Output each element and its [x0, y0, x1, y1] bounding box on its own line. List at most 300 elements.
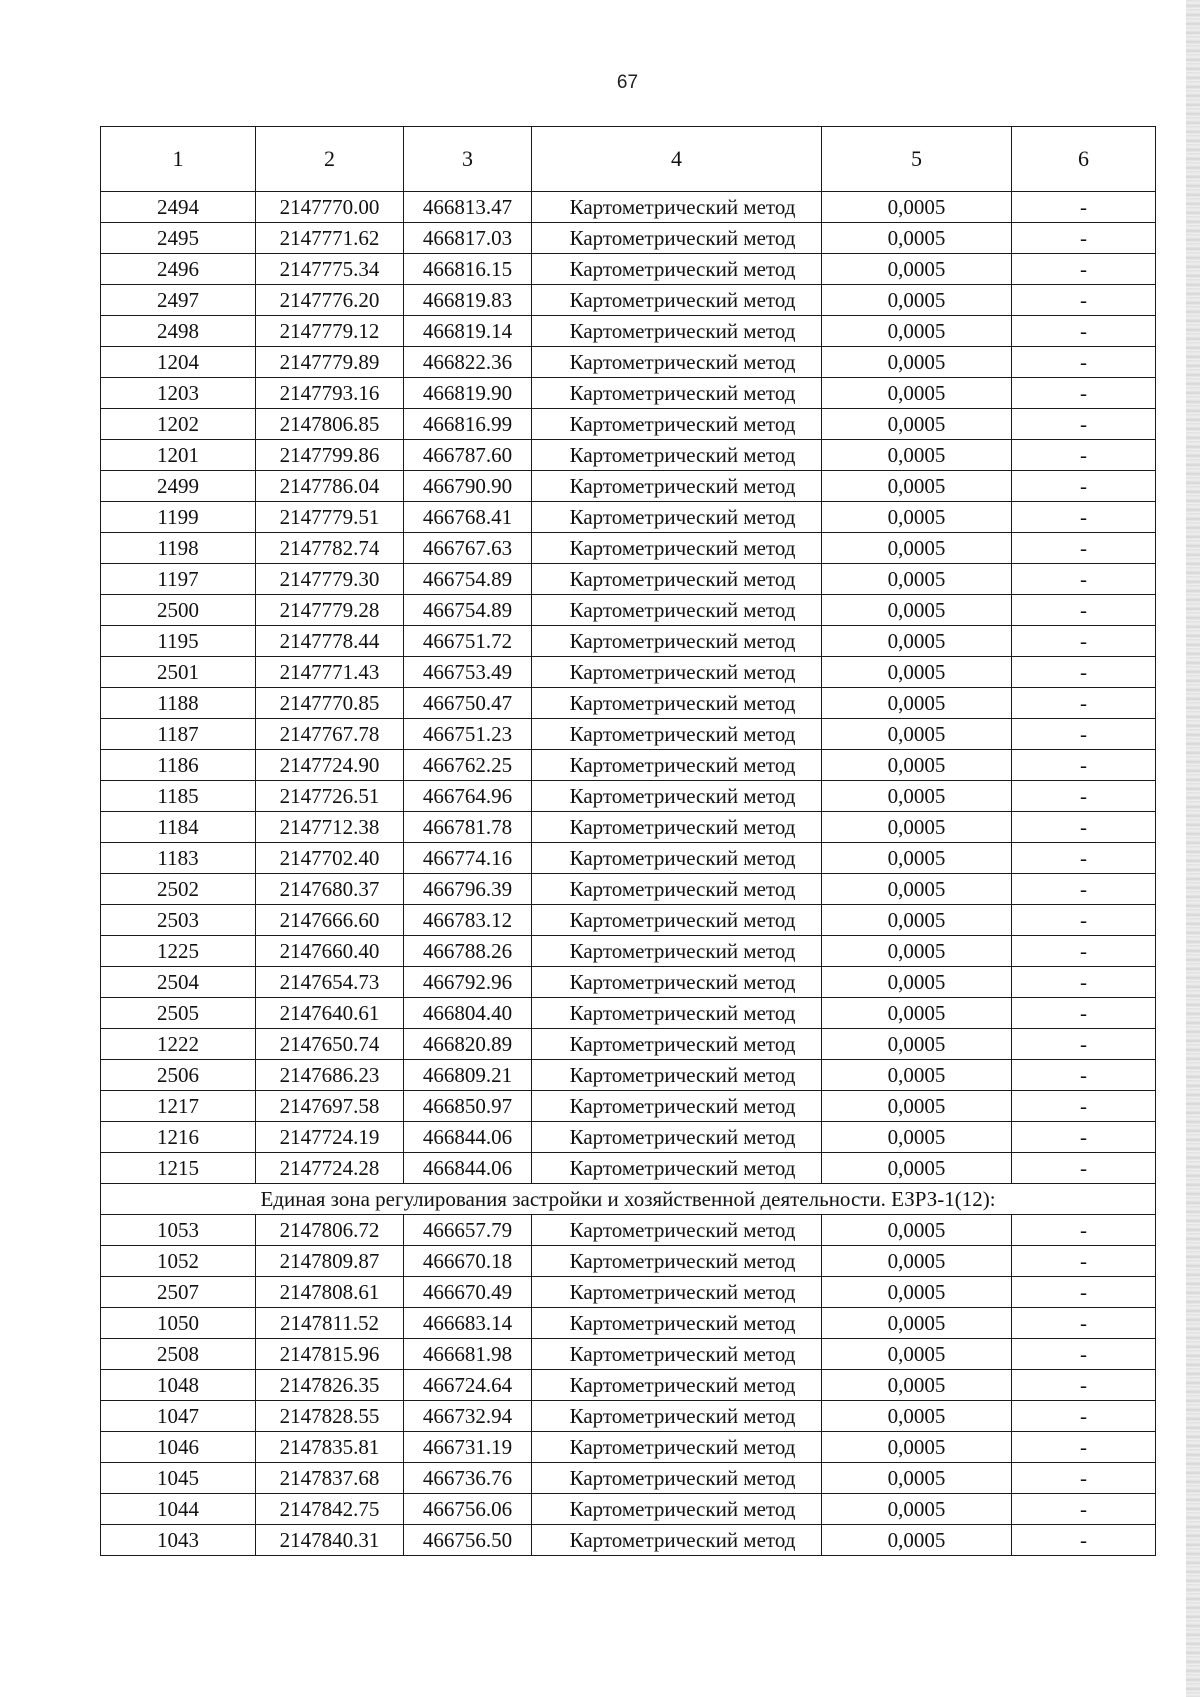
accuracy-cell: 0,0005: [822, 1463, 1012, 1494]
method-cell: Картометрический метод: [532, 1091, 822, 1122]
method-cell: Картометрический метод: [532, 905, 822, 936]
point-number-cell: 1225: [101, 936, 256, 967]
table-row: [101, 440, 1156, 471]
point-number-cell: 1053: [101, 1215, 256, 1246]
x-coordinate-cell: 2147770.00: [256, 192, 404, 223]
accuracy-cell: 0,0005: [822, 1401, 1012, 1432]
accuracy-cell: 0,0005: [822, 1029, 1012, 1060]
table-row: [101, 781, 1156, 812]
table-row: [101, 719, 1156, 750]
table-row: [101, 378, 1156, 409]
note-cell: -: [1012, 843, 1156, 874]
method-cell: Картометрический метод: [532, 781, 822, 812]
x-coordinate-cell: 2147650.74: [256, 1029, 404, 1060]
method-cell: Картометрический метод: [532, 1122, 822, 1153]
accuracy-cell: 0,0005: [822, 1122, 1012, 1153]
accuracy-cell: 0,0005: [822, 1060, 1012, 1091]
x-coordinate-cell: 2147837.68: [256, 1463, 404, 1494]
note-cell: -: [1012, 781, 1156, 812]
x-coordinate-cell: 2147806.72: [256, 1215, 404, 1246]
method-cell: Картометрический метод: [532, 1277, 822, 1308]
point-number-cell: 2495: [101, 223, 256, 254]
header-col-5: 5: [822, 127, 1012, 192]
table-row: [101, 843, 1156, 874]
y-coordinate-cell: 466850.97: [404, 1091, 532, 1122]
header-col-1: 1: [101, 127, 256, 192]
table-row: [101, 409, 1156, 440]
accuracy-cell: 0,0005: [822, 781, 1012, 812]
note-cell: -: [1012, 1339, 1156, 1370]
method-cell: Картометрический метод: [532, 1463, 822, 1494]
point-number-cell: 1050: [101, 1308, 256, 1339]
x-coordinate-cell: 2147811.52: [256, 1308, 404, 1339]
accuracy-cell: 0,0005: [822, 843, 1012, 874]
note-cell: -: [1012, 1401, 1156, 1432]
point-number-cell: 1046: [101, 1432, 256, 1463]
accuracy-cell: 0,0005: [822, 316, 1012, 347]
table-row: [101, 1153, 1156, 1184]
x-coordinate-cell: 2147712.38: [256, 812, 404, 843]
method-cell: Картометрический метод: [532, 1060, 822, 1091]
table-row: [101, 936, 1156, 967]
note-cell: -: [1012, 440, 1156, 471]
table-row: [101, 1463, 1156, 1494]
x-coordinate-cell: 2147686.23: [256, 1060, 404, 1091]
note-cell: -: [1012, 626, 1156, 657]
accuracy-cell: 0,0005: [822, 1308, 1012, 1339]
x-coordinate-cell: 2147779.51: [256, 502, 404, 533]
y-coordinate-cell: 466790.90: [404, 471, 532, 502]
accuracy-cell: 0,0005: [822, 533, 1012, 564]
x-coordinate-cell: 2147724.90: [256, 750, 404, 781]
table-row: [101, 905, 1156, 936]
table-row: [101, 967, 1156, 998]
table-row: [101, 688, 1156, 719]
x-coordinate-cell: 2147808.61: [256, 1277, 404, 1308]
point-number-cell: 1203: [101, 378, 256, 409]
x-coordinate-cell: 2147782.74: [256, 533, 404, 564]
note-cell: -: [1012, 378, 1156, 409]
note-cell: -: [1012, 254, 1156, 285]
x-coordinate-cell: 2147771.43: [256, 657, 404, 688]
note-cell: -: [1012, 936, 1156, 967]
point-number-cell: 2497: [101, 285, 256, 316]
note-cell: -: [1012, 812, 1156, 843]
y-coordinate-cell: 466681.98: [404, 1339, 532, 1370]
y-coordinate-cell: 466788.26: [404, 936, 532, 967]
x-coordinate-cell: 2147697.58: [256, 1091, 404, 1122]
section-title: Единая зона регулирования застройки и хозяйственной деятельности. ЕЗРЗ-1(12):: [101, 1184, 1156, 1215]
method-cell: Картометрический метод: [532, 316, 822, 347]
x-coordinate-cell: 2147806.85: [256, 409, 404, 440]
method-cell: Картометрический метод: [532, 1401, 822, 1432]
x-coordinate-cell: 2147779.12: [256, 316, 404, 347]
y-coordinate-cell: 466670.18: [404, 1246, 532, 1277]
point-number-cell: 1202: [101, 409, 256, 440]
scan-edge: [1186, 0, 1200, 1697]
page-number: 67: [616, 72, 639, 93]
accuracy-cell: 0,0005: [822, 750, 1012, 781]
accuracy-cell: 0,0005: [822, 471, 1012, 502]
method-cell: Картометрический метод: [532, 1525, 822, 1556]
accuracy-cell: 0,0005: [822, 1091, 1012, 1122]
y-coordinate-cell: 466754.89: [404, 595, 532, 626]
method-cell: Картометрический метод: [532, 1370, 822, 1401]
table-row: [101, 1370, 1156, 1401]
accuracy-cell: 0,0005: [822, 657, 1012, 688]
point-number-cell: 2504: [101, 967, 256, 998]
point-number-cell: 1217: [101, 1091, 256, 1122]
table-row: [101, 254, 1156, 285]
table-row: [101, 564, 1156, 595]
method-cell: Картометрический метод: [532, 936, 822, 967]
y-coordinate-cell: 466657.79: [404, 1215, 532, 1246]
method-cell: Картометрический метод: [532, 254, 822, 285]
note-cell: -: [1012, 564, 1156, 595]
accuracy-cell: 0,0005: [822, 1525, 1012, 1556]
method-cell: Картометрический метод: [532, 688, 822, 719]
note-cell: -: [1012, 316, 1156, 347]
section-row: [101, 1184, 1156, 1215]
point-number-cell: 1044: [101, 1494, 256, 1525]
y-coordinate-cell: 466792.96: [404, 967, 532, 998]
table-row: [101, 998, 1156, 1029]
method-cell: Картометрический метод: [532, 1308, 822, 1339]
y-coordinate-cell: 466816.15: [404, 254, 532, 285]
y-coordinate-cell: 466751.72: [404, 626, 532, 657]
y-coordinate-cell: 466683.14: [404, 1308, 532, 1339]
y-coordinate-cell: 466804.40: [404, 998, 532, 1029]
note-cell: -: [1012, 967, 1156, 998]
method-cell: Картометрический метод: [532, 750, 822, 781]
note-cell: -: [1012, 192, 1156, 223]
x-coordinate-cell: 2147840.31: [256, 1525, 404, 1556]
table-row: [101, 1277, 1156, 1308]
point-number-cell: 1195: [101, 626, 256, 657]
note-cell: -: [1012, 1494, 1156, 1525]
table-row: [101, 1246, 1156, 1277]
accuracy-cell: 0,0005: [822, 1153, 1012, 1184]
method-cell: Картометрический метод: [532, 347, 822, 378]
method-cell: Картометрический метод: [532, 595, 822, 626]
x-coordinate-cell: 2147702.40: [256, 843, 404, 874]
header-col-3: 3: [404, 127, 532, 192]
x-coordinate-cell: 2147770.85: [256, 688, 404, 719]
x-coordinate-cell: 2147654.73: [256, 967, 404, 998]
method-cell: Картометрический метод: [532, 285, 822, 316]
accuracy-cell: 0,0005: [822, 998, 1012, 1029]
method-cell: Картометрический метод: [532, 192, 822, 223]
method-cell: Картометрический метод: [532, 564, 822, 595]
note-cell: -: [1012, 1091, 1156, 1122]
note-cell: -: [1012, 1463, 1156, 1494]
y-coordinate-cell: 466844.06: [404, 1122, 532, 1153]
y-coordinate-cell: 466732.94: [404, 1401, 532, 1432]
x-coordinate-cell: 2147779.89: [256, 347, 404, 378]
point-number-cell: 2503: [101, 905, 256, 936]
accuracy-cell: 0,0005: [822, 936, 1012, 967]
method-cell: Картометрический метод: [532, 843, 822, 874]
table-row: [101, 1060, 1156, 1091]
y-coordinate-cell: 466724.64: [404, 1370, 532, 1401]
method-cell: Картометрический метод: [532, 1029, 822, 1060]
y-coordinate-cell: 466819.83: [404, 285, 532, 316]
point-number-cell: 2508: [101, 1339, 256, 1370]
note-cell: -: [1012, 1525, 1156, 1556]
y-coordinate-cell: 466756.50: [404, 1525, 532, 1556]
header-col-4: 4: [532, 127, 822, 192]
point-number-cell: 1186: [101, 750, 256, 781]
note-cell: -: [1012, 1029, 1156, 1060]
note-cell: -: [1012, 1432, 1156, 1463]
x-coordinate-cell: 2147660.40: [256, 936, 404, 967]
x-coordinate-cell: 2147793.16: [256, 378, 404, 409]
table-row: [101, 1432, 1156, 1463]
table-row: [101, 1494, 1156, 1525]
accuracy-cell: 0,0005: [822, 1370, 1012, 1401]
method-cell: Картометрический метод: [532, 502, 822, 533]
note-cell: -: [1012, 1153, 1156, 1184]
method-cell: Картометрический метод: [532, 1494, 822, 1525]
method-cell: Картометрический метод: [532, 471, 822, 502]
point-number-cell: 2507: [101, 1277, 256, 1308]
accuracy-cell: 0,0005: [822, 347, 1012, 378]
point-number-cell: 2494: [101, 192, 256, 223]
x-coordinate-cell: 2147842.75: [256, 1494, 404, 1525]
accuracy-cell: 0,0005: [822, 285, 1012, 316]
point-number-cell: 1187: [101, 719, 256, 750]
note-cell: -: [1012, 502, 1156, 533]
x-coordinate-cell: 2147779.30: [256, 564, 404, 595]
accuracy-cell: 0,0005: [822, 502, 1012, 533]
note-cell: -: [1012, 1246, 1156, 1277]
accuracy-cell: 0,0005: [822, 812, 1012, 843]
table-row: [101, 223, 1156, 254]
x-coordinate-cell: 2147799.86: [256, 440, 404, 471]
accuracy-cell: 0,0005: [822, 192, 1012, 223]
x-coordinate-cell: 2147826.35: [256, 1370, 404, 1401]
table-row: [101, 347, 1156, 378]
note-cell: -: [1012, 998, 1156, 1029]
table-row: [101, 502, 1156, 533]
y-coordinate-cell: 466762.25: [404, 750, 532, 781]
note-cell: -: [1012, 1277, 1156, 1308]
header-col-2: 2: [256, 127, 404, 192]
note-cell: -: [1012, 688, 1156, 719]
note-cell: -: [1012, 657, 1156, 688]
table-row: [101, 1091, 1156, 1122]
point-number-cell: 1048: [101, 1370, 256, 1401]
point-number-cell: 2501: [101, 657, 256, 688]
y-coordinate-cell: 466813.47: [404, 192, 532, 223]
point-number-cell: 1201: [101, 440, 256, 471]
accuracy-cell: 0,0005: [822, 626, 1012, 657]
x-coordinate-cell: 2147775.34: [256, 254, 404, 285]
y-coordinate-cell: 466756.06: [404, 1494, 532, 1525]
x-coordinate-cell: 2147767.78: [256, 719, 404, 750]
y-coordinate-cell: 466844.06: [404, 1153, 532, 1184]
method-cell: Картометрический метод: [532, 719, 822, 750]
y-coordinate-cell: 466817.03: [404, 223, 532, 254]
y-coordinate-cell: 466819.14: [404, 316, 532, 347]
accuracy-cell: 0,0005: [822, 1432, 1012, 1463]
accuracy-cell: 0,0005: [822, 688, 1012, 719]
method-cell: Картометрический метод: [532, 440, 822, 471]
table-row: [101, 812, 1156, 843]
y-coordinate-cell: 466753.49: [404, 657, 532, 688]
method-cell: Картометрический метод: [532, 657, 822, 688]
table-row: [101, 471, 1156, 502]
point-number-cell: 2500: [101, 595, 256, 626]
method-cell: Картометрический метод: [532, 967, 822, 998]
method-cell: Картометрический метод: [532, 998, 822, 1029]
method-cell: Картометрический метод: [532, 1215, 822, 1246]
table-row: [101, 285, 1156, 316]
accuracy-cell: 0,0005: [822, 440, 1012, 471]
note-cell: -: [1012, 471, 1156, 502]
point-number-cell: 1216: [101, 1122, 256, 1153]
section-heading-body: [101, 1184, 1156, 1215]
accuracy-cell: 0,0005: [822, 378, 1012, 409]
y-coordinate-cell: 466751.23: [404, 719, 532, 750]
note-cell: -: [1012, 1370, 1156, 1401]
y-coordinate-cell: 466754.89: [404, 564, 532, 595]
accuracy-cell: 0,0005: [822, 719, 1012, 750]
y-coordinate-cell: 466767.63: [404, 533, 532, 564]
x-coordinate-cell: 2147778.44: [256, 626, 404, 657]
point-number-cell: 1183: [101, 843, 256, 874]
note-cell: -: [1012, 533, 1156, 564]
accuracy-cell: 0,0005: [822, 905, 1012, 936]
method-cell: Картометрический метод: [532, 1339, 822, 1370]
table-row: [101, 750, 1156, 781]
x-coordinate-cell: 2147835.81: [256, 1432, 404, 1463]
accuracy-cell: 0,0005: [822, 1339, 1012, 1370]
x-coordinate-cell: 2147726.51: [256, 781, 404, 812]
point-number-cell: 1222: [101, 1029, 256, 1060]
note-cell: -: [1012, 285, 1156, 316]
note-cell: -: [1012, 223, 1156, 254]
group2-rows: [101, 1215, 1156, 1556]
accuracy-cell: 0,0005: [822, 564, 1012, 595]
y-coordinate-cell: 466816.99: [404, 409, 532, 440]
y-coordinate-cell: 466783.12: [404, 905, 532, 936]
y-coordinate-cell: 466819.90: [404, 378, 532, 409]
point-number-cell: 1052: [101, 1246, 256, 1277]
point-number-cell: 1197: [101, 564, 256, 595]
group1-rows: [101, 192, 1156, 1184]
y-coordinate-cell: 466822.36: [404, 347, 532, 378]
x-coordinate-cell: 2147724.28: [256, 1153, 404, 1184]
point-number-cell: 1199: [101, 502, 256, 533]
x-coordinate-cell: 2147666.60: [256, 905, 404, 936]
point-number-cell: 2498: [101, 316, 256, 347]
method-cell: Картометрический метод: [532, 378, 822, 409]
x-coordinate-cell: 2147640.61: [256, 998, 404, 1029]
method-cell: Картометрический метод: [532, 1246, 822, 1277]
method-cell: Картометрический метод: [532, 533, 822, 564]
note-cell: -: [1012, 905, 1156, 936]
point-number-cell: 1215: [101, 1153, 256, 1184]
table-header-row: [101, 127, 1156, 192]
table-row: [101, 874, 1156, 905]
y-coordinate-cell: 466764.96: [404, 781, 532, 812]
table-row: [101, 595, 1156, 626]
y-coordinate-cell: 466820.89: [404, 1029, 532, 1060]
point-number-cell: 1204: [101, 347, 256, 378]
table-row: [101, 1339, 1156, 1370]
point-number-cell: 1045: [101, 1463, 256, 1494]
note-cell: -: [1012, 750, 1156, 781]
accuracy-cell: 0,0005: [822, 595, 1012, 626]
x-coordinate-cell: 2147779.28: [256, 595, 404, 626]
table-row: [101, 316, 1156, 347]
y-coordinate-cell: 466731.19: [404, 1432, 532, 1463]
note-cell: -: [1012, 1060, 1156, 1091]
accuracy-cell: 0,0005: [822, 874, 1012, 905]
coordinates-table: [100, 126, 1156, 1556]
method-cell: Картометрический метод: [532, 812, 822, 843]
point-number-cell: 2506: [101, 1060, 256, 1091]
table-row: [101, 626, 1156, 657]
accuracy-cell: 0,0005: [822, 1215, 1012, 1246]
point-number-cell: 2502: [101, 874, 256, 905]
note-cell: -: [1012, 595, 1156, 626]
x-coordinate-cell: 2147724.19: [256, 1122, 404, 1153]
table-row: [101, 1122, 1156, 1153]
note-cell: -: [1012, 1122, 1156, 1153]
y-coordinate-cell: 466736.76: [404, 1463, 532, 1494]
note-cell: -: [1012, 409, 1156, 440]
y-coordinate-cell: 466750.47: [404, 688, 532, 719]
y-coordinate-cell: 466781.78: [404, 812, 532, 843]
point-number-cell: 1043: [101, 1525, 256, 1556]
method-cell: Картометрический метод: [532, 223, 822, 254]
note-cell: -: [1012, 1215, 1156, 1246]
accuracy-cell: 0,0005: [822, 1494, 1012, 1525]
accuracy-cell: 0,0005: [822, 967, 1012, 998]
x-coordinate-cell: 2147786.04: [256, 471, 404, 502]
x-coordinate-cell: 2147815.96: [256, 1339, 404, 1370]
header-col-6: 6: [1012, 127, 1156, 192]
method-cell: Картометрический метод: [532, 409, 822, 440]
method-cell: Картометрический метод: [532, 1432, 822, 1463]
point-number-cell: 1188: [101, 688, 256, 719]
accuracy-cell: 0,0005: [822, 1246, 1012, 1277]
point-number-cell: 2496: [101, 254, 256, 285]
method-cell: Картометрический метод: [532, 1153, 822, 1184]
table-row: [101, 1401, 1156, 1432]
y-coordinate-cell: 466768.41: [404, 502, 532, 533]
method-cell: Картометрический метод: [532, 626, 822, 657]
method-cell: Картометрический метод: [532, 874, 822, 905]
y-coordinate-cell: 466809.21: [404, 1060, 532, 1091]
point-number-cell: 1198: [101, 533, 256, 564]
point-number-cell: 1185: [101, 781, 256, 812]
point-number-cell: 2499: [101, 471, 256, 502]
point-number-cell: 2505: [101, 998, 256, 1029]
x-coordinate-cell: 2147828.55: [256, 1401, 404, 1432]
note-cell: -: [1012, 874, 1156, 905]
table-row: [101, 1029, 1156, 1060]
accuracy-cell: 0,0005: [822, 1277, 1012, 1308]
note-cell: -: [1012, 719, 1156, 750]
table-row: [101, 192, 1156, 223]
table-row: [101, 1525, 1156, 1556]
x-coordinate-cell: 2147776.20: [256, 285, 404, 316]
table-row: [101, 657, 1156, 688]
y-coordinate-cell: 466796.39: [404, 874, 532, 905]
